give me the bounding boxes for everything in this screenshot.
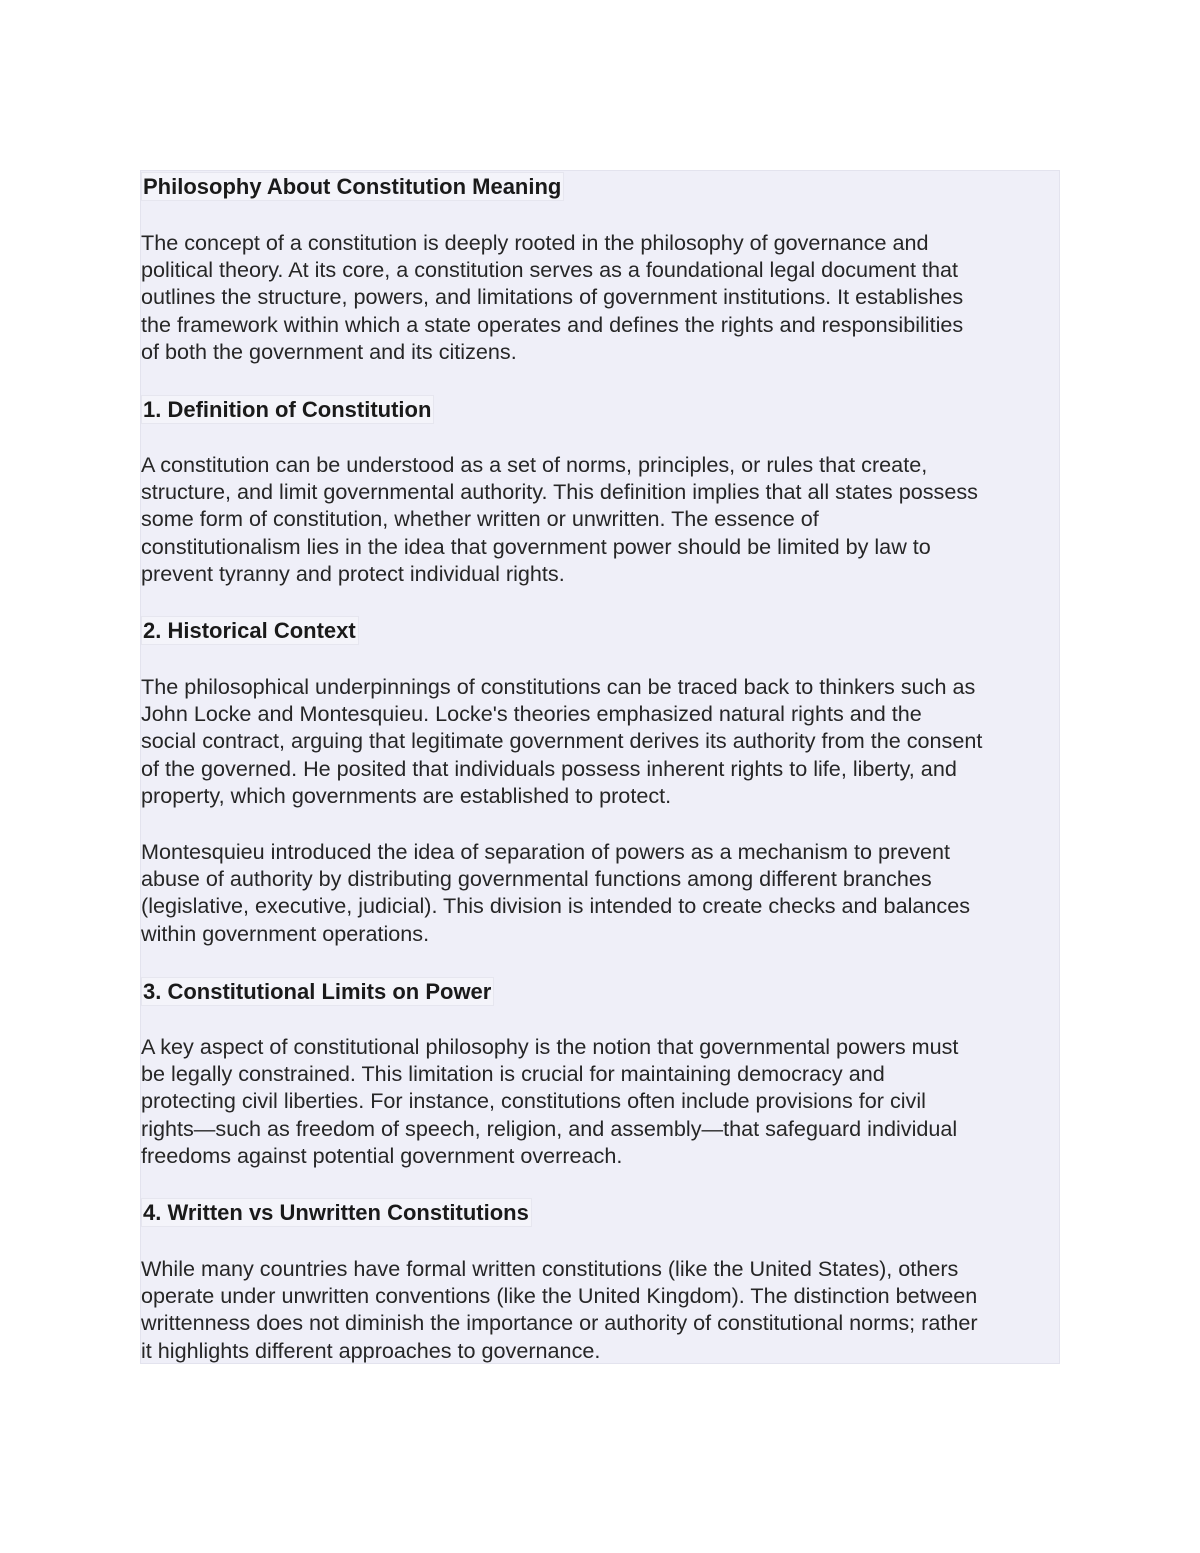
text-line: be legally constrained. This limitation is crucial for maintaining democracy and — [141, 1061, 885, 1087]
text-line: The concept of a constitution is deeply rooted in the philosophy of governance and — [141, 230, 929, 255]
text-line: constitutionalism lies in the idea that government power should be limited by law to — [141, 533, 931, 559]
text-line: social contract, arguing that legitimate government derives its authority from the consent — [141, 728, 983, 754]
section-heading-historical-context: 2. Historical Context — [141, 616, 359, 645]
definition-paragraph — [141, 451, 1059, 587]
text-line: of both the government and its citizens. — [141, 338, 517, 364]
text-line: political theory. At its core, a constitution serves as a foundational legal document that — [141, 257, 959, 283]
text-line: property, which governments are established to protect. — [141, 782, 672, 808]
text-line: The philosophical underpinnings of constitutions can be traced back to thinkers such as — [141, 674, 976, 699]
text-line: freedoms against potential government overreach. — [141, 1142, 623, 1168]
text-line: the framework within which a state operates and defines the rights and responsibilities — [141, 311, 964, 337]
text-line: While many countries have formal written constitutions (like the United States), others — [141, 1256, 959, 1281]
text-line: writtenness does not diminish the importance or authority of constitutional norms; rather — [141, 1310, 978, 1336]
section-heading-written-vs-unwritten: 4. Written vs Unwritten Constitutions — [141, 1198, 532, 1227]
text-line: structure, and limit governmental authority. This definition implies that all states possess — [141, 479, 978, 505]
text-line: John Locke and Montesquieu. Locke's theories emphasized natural rights and the — [141, 701, 922, 727]
constitutional-limits-paragraph — [141, 1033, 1059, 1169]
historical-context-paragraph-2 — [141, 838, 1059, 947]
text-line: Montesquieu introduced the idea of separation of powers as a mechanism to prevent — [141, 839, 951, 864]
text-line: protecting civil liberties. For instance, constitutions often include provisions for civil — [141, 1088, 926, 1114]
text-line: within government operations. — [141, 920, 430, 946]
text-line: of the governed. He posited that individuals possess inherent rights to life, liberty, and — [141, 755, 957, 781]
section-heading-constitutional-limits: 3. Constitutional Limits on Power — [141, 977, 494, 1006]
section-heading-definition: 1. Definition of Constitution — [141, 395, 434, 424]
written-vs-unwritten-paragraph — [141, 1255, 1059, 1364]
text-line: outlines the structure, powers, and limitations of government institutions. It establishes — [141, 284, 964, 310]
text-line: abuse of authority by distributing governmental functions among different branches — [141, 866, 932, 892]
text-line: operate under unwritten conventions (like the United Kingdom). The distinction between — [141, 1283, 978, 1309]
text-line: rights—such as freedom of speech, religion, and assembly—that safeguard individual — [141, 1115, 958, 1141]
text-line: A constitution can be understood as a set of norms, principles, or rules that create, — [141, 452, 928, 477]
text-line: (legislative, executive, judicial). This division is intended to create checks and balances — [141, 893, 970, 919]
text-line: A key aspect of constitutional philosophy is the notion that governmental powers must — [141, 1034, 959, 1059]
historical-context-paragraph-1 — [141, 673, 1059, 809]
text-line: some form of constitution, whether written or unwritten. The essence of — [141, 506, 819, 532]
text-line: prevent tyranny and protect individual rights. — [141, 560, 565, 586]
intro-paragraph — [141, 229, 1059, 365]
text-line: it highlights different approaches to governance. — [141, 1337, 601, 1363]
document-title: Philosophy About Constitution Meaning — [141, 172, 564, 201]
